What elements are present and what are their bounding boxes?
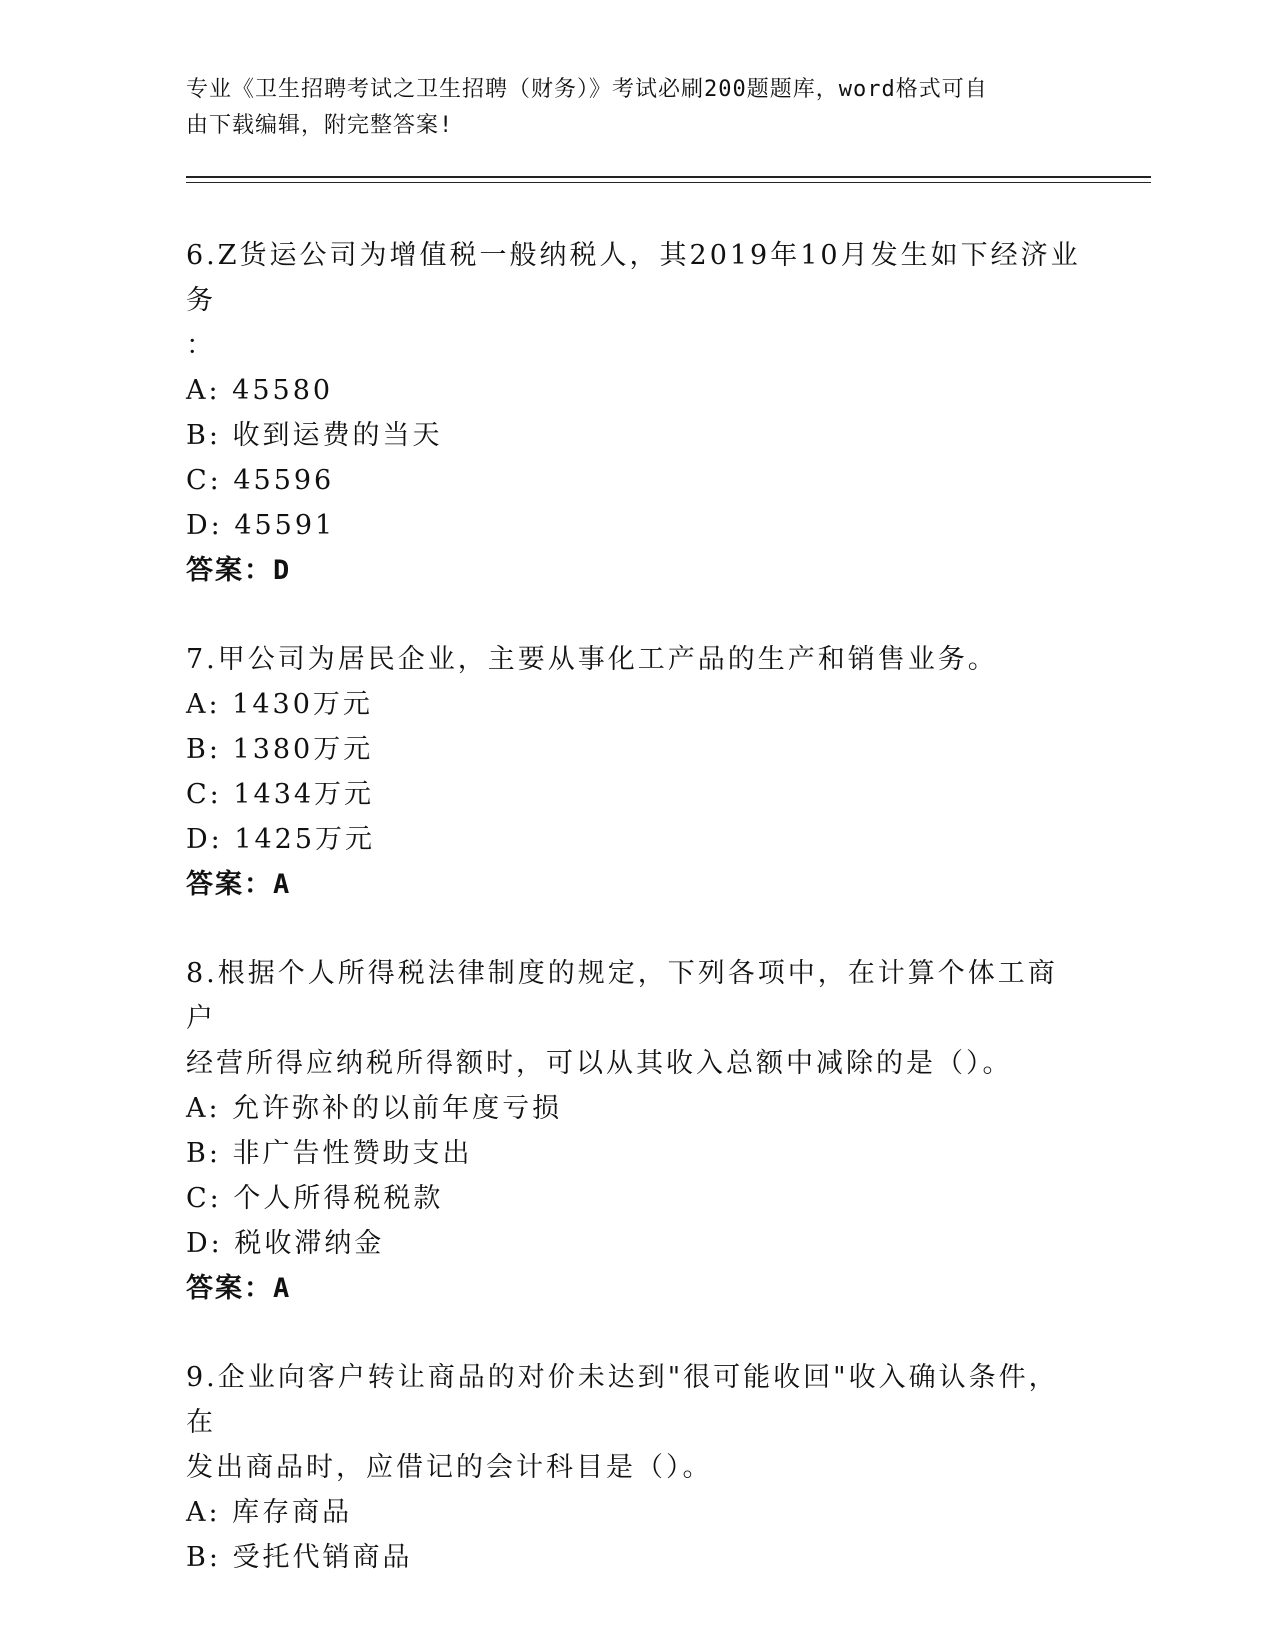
question-9 [186,1355,1086,1580]
header-divider-thick [186,176,1151,178]
question-stem: 6.Z货运公司为增值税一般纳税人，其2019年10月发生如下经济业务 [186,240,1081,316]
option-a: A: 45580 [186,375,334,406]
document-header [186,72,1066,144]
question-6 [186,233,1086,593]
question-stem: 8.根据个人所得税法律制度的规定，下列各项中，在计算个体工商户 [186,958,1058,1034]
option-a: A: 库存商品 [186,1497,353,1528]
answer-label: 答案：A [186,1273,292,1304]
question-list [186,233,1086,1624]
option-b: B: 非广告性赞助支出 [186,1138,473,1169]
header-divider-thin [186,182,1151,183]
question-stem: 7.甲公司为居民企业，主要从事化工产品的生产和销售业务。 [186,644,998,675]
question-stem: ： [186,330,216,361]
option-b: B: 受托代销商品 [186,1542,413,1573]
answer-label: 答案：D [186,555,292,586]
option-c: C: 1434万元 [186,779,375,810]
question-8 [186,951,1086,1311]
option-d: D: 1425万元 [186,824,376,855]
question-stem: 经营所得应纳税所得额时，可以从其收入总额中减除的是（）。 [186,1048,1013,1079]
question-7 [186,637,1086,907]
answer-label: 答案：A [186,869,292,900]
header-line-1: 专业《卫生招聘考试之卫生招聘（财务）》考试必刷200题题库，word格式可自 [186,77,988,102]
option-c: C: 个人所得税税款 [186,1183,444,1214]
option-c: C: 45596 [186,465,335,496]
option-a: A: 允许弥补的以前年度亏损 [186,1093,563,1124]
option-b: B: 1380万元 [186,734,374,765]
question-stem: 发出商品时，应借记的会计科目是（）。 [186,1452,713,1483]
option-d: D: 税收滞纳金 [186,1228,385,1259]
option-b: B: 收到运费的当天 [186,420,443,451]
header-line-2: 由下载编辑，附完整答案! [186,113,454,138]
question-stem: 9.企业向客户转让商品的对价未达到"很可能收回"收入确认条件，在 [186,1362,1059,1438]
option-d: D: 45591 [186,510,336,541]
option-a: A: 1430万元 [186,689,373,720]
